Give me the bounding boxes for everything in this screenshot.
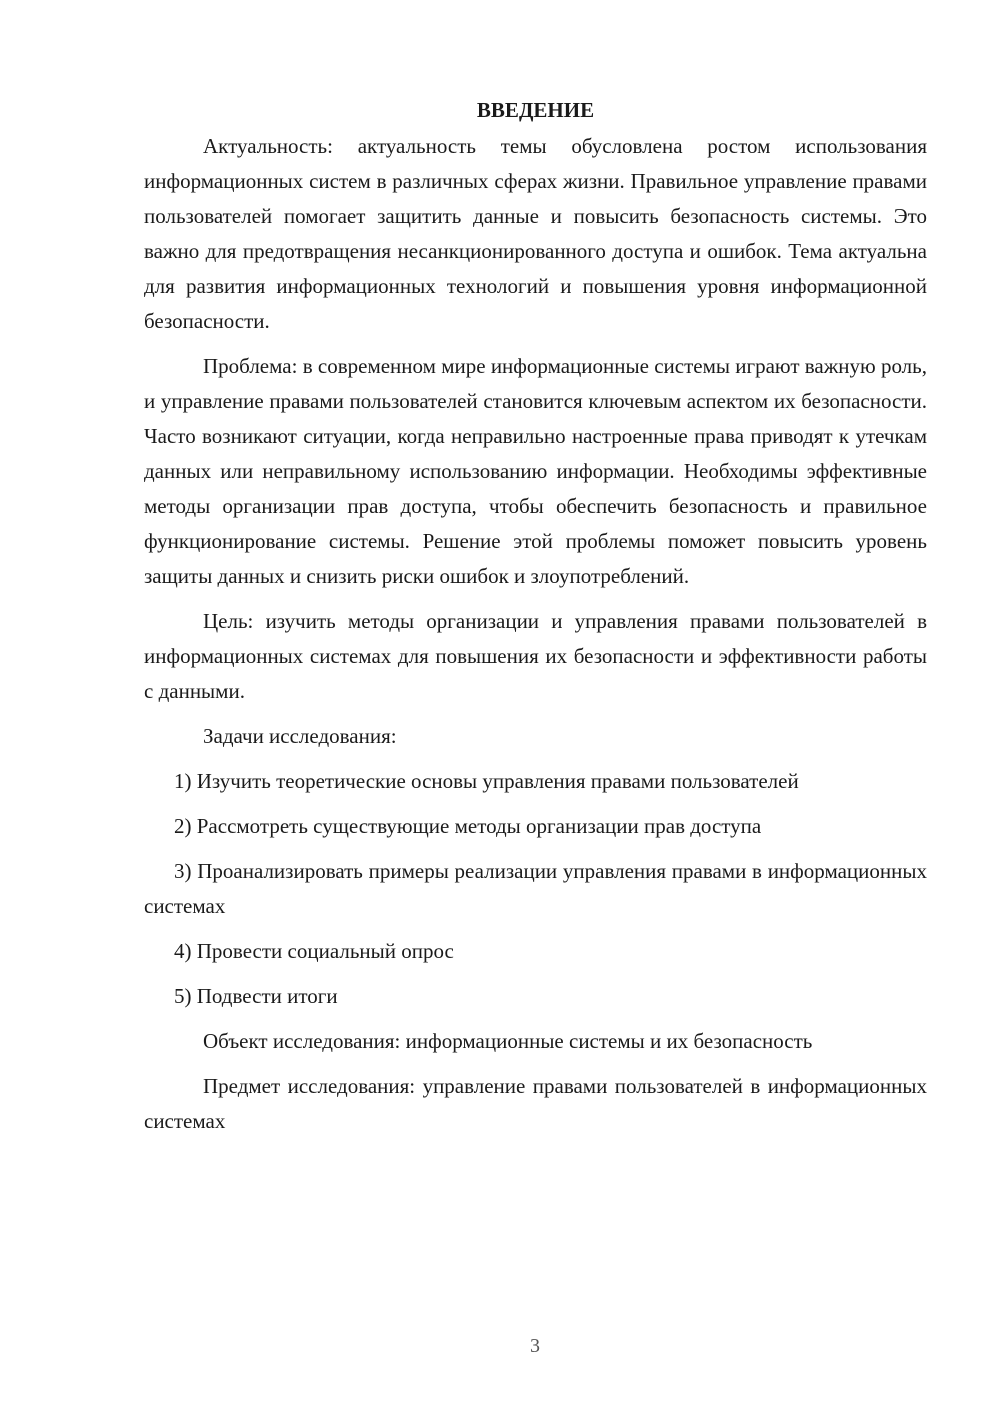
page-title: ВВЕДЕНИЕ bbox=[476, 98, 595, 122]
goal-paragraph: Цель: изучить методы организации и управления правами пользователей в информационных системах для повышения их безопасности и эффективности работы с данными. bbox=[144, 609, 927, 703]
task-item: 2) Рассмотреть существующие методы организации прав доступа bbox=[174, 814, 762, 838]
relevance-paragraph: Актуальность: актуальность темы обусловлена ростом использования информационных систем в различных сферах жизни. Правильное управление правами пользователей помогает защитить данные и повысить безопасность системы. Это важно для предотвращения несанкционированного доступа и ошибок. Тема актуальна для развития информационных технологий и повышения уровня информационной безопасности. bbox=[144, 134, 927, 333]
object-paragraph: Объект исследования: информационные системы и их безопасность bbox=[203, 1029, 813, 1053]
task-item: 4) Провести социальный опрос bbox=[174, 939, 454, 963]
tasks-heading: Задачи исследования: bbox=[203, 724, 397, 748]
task-item: 3) Проанализировать примеры реализации управления правами в информационных системах bbox=[144, 859, 927, 918]
page-content bbox=[144, 93, 927, 1149]
problem-paragraph: Проблема: в современном мире информационные системы играют важную роль, и управление правами пользователей становится ключевым аспектом их безопасности. Часто возникают ситуации, когда неправильно настроенные права приводят к утечкам данных или неправильному использованию информации. Необходимы эффективные методы организации прав доступа, чтобы обеспечить безопасность и правильное функционирование системы. Решение этой проблемы поможет повысить уровень защиты данных и снизить риски ошибок и злоупотреблений. bbox=[144, 354, 927, 588]
task-item: 5) Подвести итоги bbox=[174, 984, 338, 1008]
task-item: 1) Изучить теоретические основы управления правами пользователей bbox=[174, 769, 799, 793]
subject-paragraph: Предмет исследования: управление правами пользователей в информационных системах bbox=[144, 1074, 927, 1133]
page-number: 3 bbox=[530, 1335, 540, 1357]
